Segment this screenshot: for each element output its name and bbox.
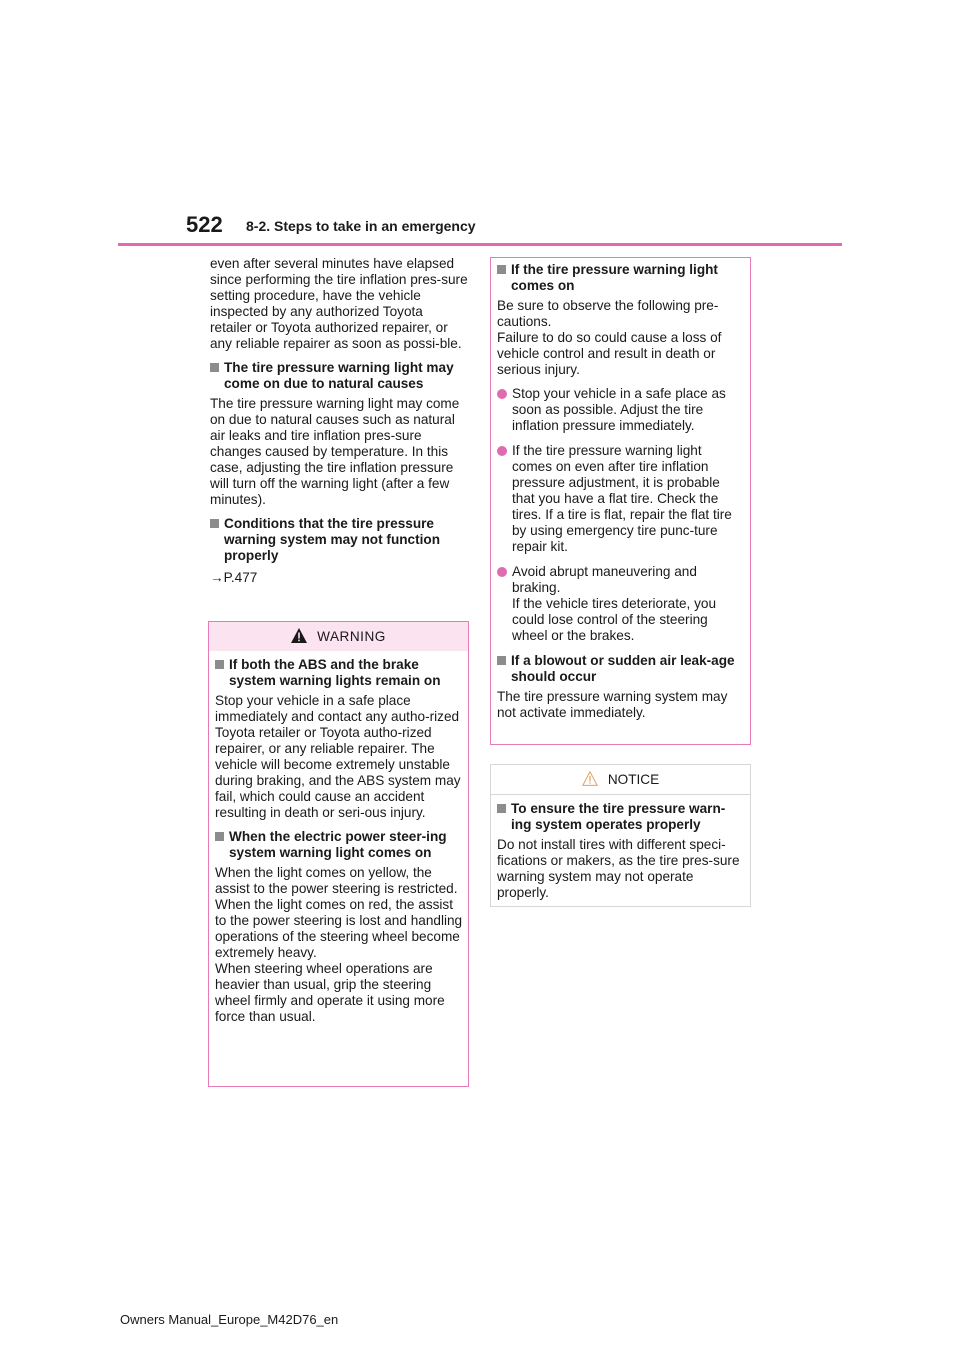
subheading (215, 657, 463, 689)
circle-bullet-icon (497, 389, 507, 399)
paragraph: When the light comes on yellow, the assist to the power steering is restricted. When the light comes on red, the assist to the power steering is lost and handling operations of the steering wheel become extremely heavy. (215, 865, 463, 960)
notice-box (490, 764, 751, 907)
list-item-text-line: Avoid abrupt maneuvering and braking. (512, 564, 697, 595)
square-bullet-icon (215, 832, 224, 841)
subheading-text: The tire pressure warning light may come on due to natural causes (224, 360, 454, 391)
notice-body (491, 795, 750, 901)
notice-header (491, 765, 750, 795)
subheading-text: Conditions that the tire pressure warning system may not function properly (224, 516, 441, 563)
paragraph: The tire pressure warning light may come on due to natural causes such as natural air leaks and tire inflation pres-sure changes caused by temperature. In this case, adjusting the tire inflation pressure will turn off the warning light (after a few minutes). (210, 396, 460, 507)
subheading (497, 653, 745, 685)
warning-body (209, 651, 468, 1025)
subheading-text: If a blowout or sudden air leak-age should occur (511, 653, 735, 684)
subheading-text: If both the ABS and the brake system warning lights remain on (229, 657, 441, 688)
square-bullet-icon (497, 804, 506, 813)
subheading (497, 262, 745, 294)
warning-label: WARNING (317, 629, 386, 644)
list-item (497, 443, 745, 555)
list-item-text (512, 564, 745, 644)
circle-bullet-icon (497, 567, 507, 577)
left-column (210, 256, 468, 586)
warning-triangle-icon (291, 628, 307, 646)
subheading (210, 516, 468, 564)
subheading-text: If the tire pressure warning light comes on (511, 262, 718, 293)
header-rule (118, 243, 842, 246)
caution-triangle-icon (582, 771, 598, 789)
paragraph: Do not install tires with different speci-fications or makers, as the tire pres-sure warning system may not operate properly. (497, 837, 740, 900)
square-bullet-icon (210, 363, 219, 372)
warning-body (491, 258, 750, 721)
paragraph: When steering wheel operations are heavier than usual, grip the steering wheel firmly and operate it using more force than usual. (215, 961, 445, 1024)
list-item (497, 564, 745, 644)
footer-text: Owners Manual_Europe_M42D76_en (120, 1312, 339, 1327)
section-title: 8-2. Steps to take in an emergency (246, 218, 476, 234)
intro-paragraph: even after several minutes have elapsed since performing the tire inflation pres-sure setting procedure, have the vehicle inspected by any authorized Toyota retailer or Toyota authorized repairer, or any reliable repairer as soon as possi-ble. (210, 256, 468, 351)
page-reference-link[interactable]: →P.477 (210, 570, 258, 585)
subheading (210, 360, 468, 392)
paragraph: The tire pressure warning system may not activate immediately. (497, 689, 728, 720)
paragraph: Stop your vehicle in a safe place immediately and contact any autho-rized Toyota retailer or Toyota autho-rized repairer, or any reliable repairer. The vehicle will become extremely unstable during braking, and the ABS system may fail, which could cause an accident resulting in death or seri-ous injury. (215, 693, 461, 820)
square-bullet-icon (210, 519, 219, 528)
list-item-text: If the tire pressure warning light comes on even after tire inflation pressure adjustment, it is probable that you have a flat tire. Check the tires. If a tire is flat, repair the flat tire by using emergency tire punc-ture repair kit. (512, 443, 732, 554)
page-number: 522 (186, 212, 223, 237)
subheading-text: When the electric power steer-ing system warning light comes on (229, 829, 447, 860)
circle-bullet-icon (497, 446, 507, 456)
list-item-text-line: If the vehicle tires deteriorate, you could lose control of the steering wheel or the brakes. (512, 596, 717, 643)
warning-box (208, 621, 469, 1087)
list-item-text: Stop your vehicle in a safe place as soon as possible. Adjust the tire inflation pressure immediately. (512, 386, 726, 433)
notice-label: NOTICE (607, 772, 660, 787)
subheading (215, 829, 463, 861)
paragraph: Be sure to observe the following pre-cautions. (497, 298, 719, 329)
square-bullet-icon (497, 656, 506, 665)
warning-box-continued (490, 257, 751, 745)
warning-header (209, 622, 468, 651)
subheading-text: To ensure the tire pressure warn-ing system operates properly (511, 801, 726, 832)
subheading (497, 801, 745, 833)
square-bullet-icon (215, 660, 224, 669)
paragraph: Failure to do so could cause a loss of vehicle control and result in death or serious injury. (497, 330, 722, 377)
list-item (497, 386, 745, 434)
square-bullet-icon (497, 265, 506, 274)
